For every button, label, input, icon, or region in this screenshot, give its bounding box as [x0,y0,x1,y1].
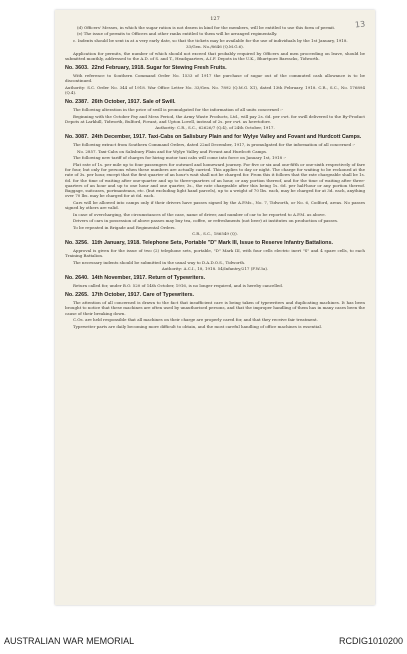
paragraph: Authority: A.C.I., 18, 1918. 54/Infantry/217 (F.W.3a). [161,266,269,272]
paragraph: The following new tariff of charges for hiring motor taxi cabs will come into force on January 1st, 1918 :- [73,155,287,161]
paragraph: Flat rate of 1s. per mile up to four passengers for outward and homeward journey. For five or six and one-fifth or one-sixth respectively of fare for four, but only for persons when these numbers are actually carried. This applies to day or night. The charge for waiting to be reckoned at the rate of 3s. per hour, except that the first quarter of an hour's wait shall not be charged for. From this it follows that the rate chargeable shall be 1s. 6d. for the time of waiting after one-quarter and up to three-quarters of an hour, or any portion thereof, and for the time of waiting after three-quarters of an hour and up to one hour and one quarter, 3s., the rate chargeable after this being 1s. 6d. per half-hour or any portion thereof. Baggage, suitcases, portmanteaus, etc. (but excluding light hand parcels), up to a weight of 70 lbs. each, may be charged for at 3d. each, anything over 70 lbs. may be charged for at 6d. each. [65,161,365,199]
order-heading [65,65,365,72]
paragraph: With reference to Southern Command Order No. 1533 of 1917 the purchase of sugar out of the commuted cash allowance is to be discontinued. [65,73,365,84]
order-heading [65,275,365,282]
paragraph: C.R., S.C., 186549 (Q). [192,231,238,237]
paragraph: Typewriter parts are daily becoming more difficult to obtain, and the most careful handling of office machines is essential. [73,323,323,329]
order-title: 26th October, 1917. Sale of Swill. [91,99,176,105]
archive-name: AUSTRALIAN WAR MEMORIAL [4,636,135,646]
order-section [65,275,365,288]
paragraph: Cars will be allowed into camps only if their drivers have passes signed by the A.P.Ms., No. 7, Tidworth, or No. 6, Codford, areas. No passes signed by others are valid. [65,199,365,211]
paragraph: The necessary indents should be submitted in the usual way to D.A.D.O.S., Tidworth. [73,259,246,265]
paragraph: Drivers of cars in possession of above passes may buy tea, coffee, or refreshments (not beer) at institutes on production of passes. [73,218,339,224]
paragraph: Approval is given for the issue of two (2) telephone sets, portable, "D" Mark III, with four cells electric inert "S" and 4 spare cells, to each Training Battalion. [65,248,365,259]
order-number: No. 2265. [65,292,89,299]
order-title: 24th December, 1917. Taxi-Cabs on Salisbury Plain and for Wylye Valley and Fovant and Hurdcott Camps. [91,134,362,141]
paragraph: Application for permits, the number of which should not exceed that probably required by Officers and men proceeding on leave, should be submitted monthly, addressed to the A.D. of S. and T., Headquarters, A.I.F. Depots in the U.K., Bhurtpore Barracks, Tidworth. [65,50,365,62]
order-section [65,99,365,131]
order-title: 14th November, 1917. Return of Typewriters. [91,275,206,282]
order-number: No. 2640. [65,275,89,282]
orders-list [65,65,365,329]
order-section [65,134,365,236]
paragraph: 33/Gen. No./8646 (Q.M.G.6). [185,44,244,50]
document-page [55,10,375,605]
paragraph: The following alteration in the price of swill is promulgated for the information of all units concerned :- [73,107,283,113]
order-heading [65,292,365,299]
page-content [65,16,365,330]
paragraph: Return called for, under B.O. 520 of 14th October, 1916, is no longer required, and is hereby cancelled. [73,283,284,289]
archive-footer [0,628,407,654]
order-heading [65,240,365,247]
archive-reference: RCDIG1010200 [338,636,403,646]
order-section [65,240,365,272]
paragraph: Authority: S.C. Order No. 344 of 1918. War Office Letter No. 33/Gen. No. 7892 (Q.M.G. X1), dated 13th February, 1918. C.R., S.C., No. 176894 (Q.4). [65,84,365,96]
paragraph: Beginning with the October Pay and Mess Period, the Army Waste Products, Ltd., will pay 2s. 6d. per cwt. for swill delivered to the By-Product Depots at Larkhill, Tidworth, Bulford, Fovant, and Upton Lovell, instead of 2s. per cwt. as heretofore. [65,113,365,124]
paragraph: The attention of all concerned is drawn to the fact that insufficient care is being taken of typewriters and duplicating machines. It has been brought to notice that these machines are often used by unauthorised persons, and that the improper handling of them has in many cases been the cause of their breaking down. [65,300,365,316]
paragraph: No. 2857. Taxi-Cabs on Salisbury Plain and for Wylye Valley and Fovant and Hurdcott Camps. [77,148,268,154]
order-section [65,292,365,329]
paragraph: To be repeated in Brigade and Regimental Orders. [73,224,176,230]
paragraph: The following extract from Southern Command Orders, dated 22nd December, 1917, is promulgated for the information of all concerned :- [73,142,356,148]
order-heading [65,134,365,141]
pencil-annotation: 13 [354,19,366,30]
paragraph: (d) Officers' Messes, in which the sugar ration is not drawn in kind for the members, will be entitled to use this form of permit. [77,25,336,30]
order-number: No. 3256. [65,240,89,246]
order-number: No. 3603. [65,65,89,72]
order-title: 17th October, 1917. Care of Typewriters. [91,292,195,299]
order-title: 11th January, 1918. Telephone Sets, Portable "D" Mark III, Issue to Reserve Infantry Battalions. [91,240,333,246]
paragraph: Authority: C.R., S.C., 62626/7 (Q.4), of 24th October, 1917. [155,125,275,131]
paragraph: In case of overcharging, the circumstances of the case, name of driver, and number of car to be reported to A.P.M. as above. [73,211,326,217]
page-number: 127 [210,16,220,22]
order-section [65,65,365,95]
paragraph: C.Os. are held responsible that all machines on their charge are properly cared for, and that they receive fair treatment. [73,317,318,323]
order-number: No. 2387. [65,99,89,105]
order-number: No. 3087. [65,134,89,141]
order-heading [65,99,365,106]
paragraph: (e) The issue of permits to Officers and other ranks entitled to them will be arranged regimentally. [77,31,278,37]
order-title: 22nd February, 1918. Sugar for Stewing Fresh Fruits. [91,65,227,72]
paragraph: c. Indents should be sent in at a very early date, so that the tickets may be available for the use of individuals by the 1st January, 1918. [73,37,348,43]
intro-block [65,25,365,62]
